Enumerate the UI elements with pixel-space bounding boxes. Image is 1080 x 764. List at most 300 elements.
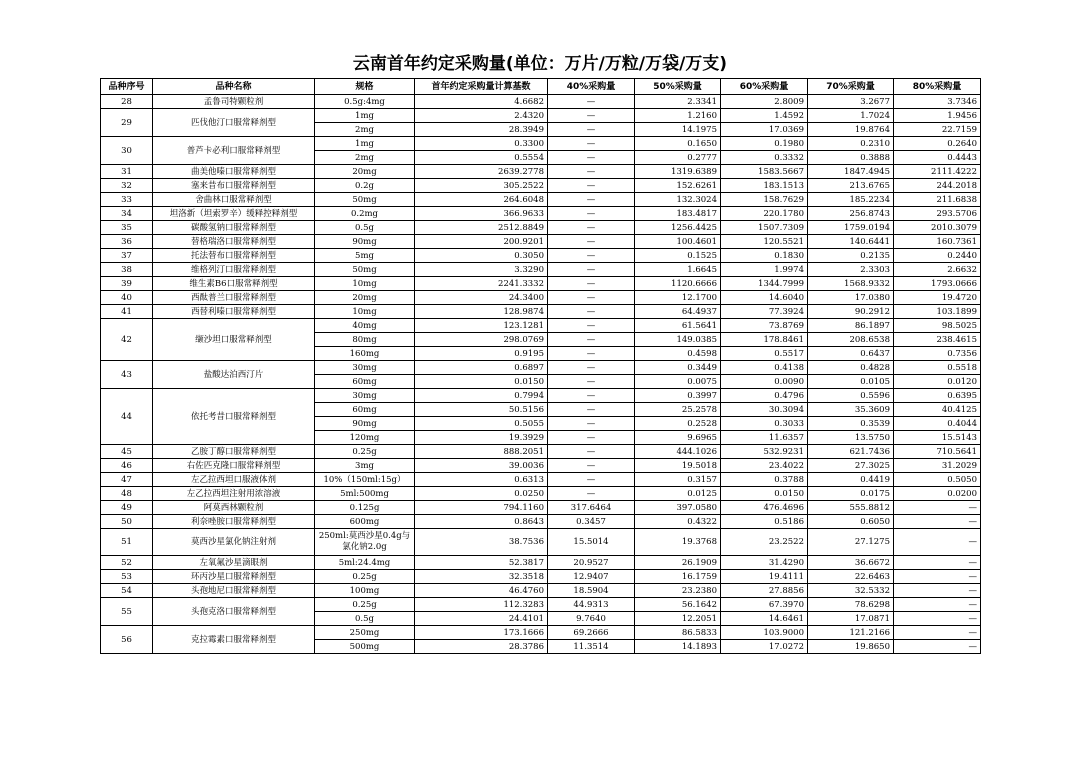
item-number: 38 <box>101 263 153 277</box>
pct70-cell: 0.4419 <box>808 473 894 487</box>
pct70-cell: 86.1897 <box>808 319 894 333</box>
spec-cell: 20mg <box>315 291 415 305</box>
base-amount-cell: 0.0150 <box>415 375 548 389</box>
pct70-cell: 1847.4945 <box>808 165 894 179</box>
table-row <box>101 598 981 612</box>
item-name: 西酞普兰口服常释剂型 <box>153 291 315 305</box>
pct60-cell: 103.9000 <box>721 626 808 640</box>
spec-cell: 30mg <box>315 389 415 403</box>
pct60-cell: 19.4111 <box>721 570 808 584</box>
pct40-cell: — <box>548 193 635 207</box>
pct60-cell: 158.7629 <box>721 193 808 207</box>
table-row <box>101 389 981 403</box>
table-row <box>101 249 981 263</box>
header-cell: 品种名称 <box>153 79 315 95</box>
spec-cell: 10mg <box>315 305 415 319</box>
base-amount-cell: 298.0769 <box>415 333 548 347</box>
header-cell: 品种序号 <box>101 79 153 95</box>
pct80-cell: 238.4615 <box>894 333 981 347</box>
table-row <box>101 487 981 501</box>
pct80-cell: 0.2640 <box>894 137 981 151</box>
pct60-cell: 1507.7309 <box>721 221 808 235</box>
pct40-cell: — <box>548 319 635 333</box>
item-name: 盐酸达泊西汀片 <box>153 361 315 389</box>
table-row <box>101 626 981 640</box>
pct70-cell: 27.3025 <box>808 459 894 473</box>
pct40-cell: — <box>548 221 635 235</box>
pct40-cell: — <box>548 137 635 151</box>
base-amount-cell: 0.6897 <box>415 361 548 375</box>
spec-cell: 5mg <box>315 249 415 263</box>
table-row <box>101 207 981 221</box>
item-number: 47 <box>101 473 153 487</box>
item-name: 克拉霉素口服常释剂型 <box>153 626 315 654</box>
pct70-cell: 19.8650 <box>808 640 894 654</box>
pct70-cell: 0.5596 <box>808 389 894 403</box>
pct60-cell: 120.5521 <box>721 235 808 249</box>
pct60-cell: 27.8856 <box>721 584 808 598</box>
pct40-cell: — <box>548 375 635 389</box>
spec-cell: 0.125g <box>315 501 415 515</box>
item-name: 右佐匹克隆口服常释剂型 <box>153 459 315 473</box>
base-amount-cell: 28.3949 <box>415 123 548 137</box>
pct70-cell: 0.6437 <box>808 347 894 361</box>
pct40-cell: — <box>548 179 635 193</box>
pct60-cell: 11.6357 <box>721 431 808 445</box>
pct60-cell: 1344.7999 <box>721 277 808 291</box>
spec-cell: 0.25g <box>315 598 415 612</box>
pct80-cell: — <box>894 529 981 556</box>
item-name: 塞来昔布口服常释剂型 <box>153 179 315 193</box>
item-name: 托法替布口服常释剂型 <box>153 249 315 263</box>
item-number: 44 <box>101 389 153 445</box>
pct70-cell: 90.2912 <box>808 305 894 319</box>
base-amount-cell: 0.0250 <box>415 487 548 501</box>
base-amount-cell: 2.4320 <box>415 109 548 123</box>
item-name: 乙胺丁醇口服常释剂型 <box>153 445 315 459</box>
pct80-cell: 1.9456 <box>894 109 981 123</box>
pct50-cell: 100.4601 <box>635 235 721 249</box>
pct80-cell: 710.5641 <box>894 445 981 459</box>
item-number: 39 <box>101 277 153 291</box>
pct70-cell: 0.3539 <box>808 417 894 431</box>
pct60-cell: 2.8009 <box>721 95 808 109</box>
pct70-cell: 121.2166 <box>808 626 894 640</box>
item-name: 舍曲林口服常释剂型 <box>153 193 315 207</box>
base-amount-cell: 19.3929 <box>415 431 548 445</box>
pct50-cell: 0.0075 <box>635 375 721 389</box>
pct70-cell: 19.8764 <box>808 123 894 137</box>
spec-cell: 600mg <box>315 515 415 529</box>
pct50-cell: 19.3768 <box>635 529 721 556</box>
spec-cell: 60mg <box>315 403 415 417</box>
item-name: 利奈唑胺口服常释剂型 <box>153 515 315 529</box>
pct70-cell: 1568.9332 <box>808 277 894 291</box>
base-amount-cell: 305.2522 <box>415 179 548 193</box>
table-row <box>101 473 981 487</box>
item-name: 左乙拉西坦口服液体剂 <box>153 473 315 487</box>
pct60-cell: 31.4290 <box>721 556 808 570</box>
pct60-cell: 73.8769 <box>721 319 808 333</box>
spec-cell: 120mg <box>315 431 415 445</box>
pct60-cell: 1583.5667 <box>721 165 808 179</box>
pct70-cell: 0.0175 <box>808 487 894 501</box>
item-name: 碳酸氢钠口服常释剂型 <box>153 221 315 235</box>
table-row <box>101 501 981 515</box>
pct70-cell: 213.6765 <box>808 179 894 193</box>
spec-cell: 40mg <box>315 319 415 333</box>
item-number: 31 <box>101 165 153 179</box>
pct50-cell: 14.1975 <box>635 123 721 137</box>
pct80-cell: — <box>894 515 981 529</box>
pct50-cell: 0.4598 <box>635 347 721 361</box>
pct40-cell: — <box>548 291 635 305</box>
base-amount-cell: 28.3786 <box>415 640 548 654</box>
pct50-cell: 152.6261 <box>635 179 721 193</box>
base-amount-cell: 50.5156 <box>415 403 548 417</box>
item-number: 42 <box>101 319 153 361</box>
pct70-cell: 78.6298 <box>808 598 894 612</box>
pct50-cell: 0.2777 <box>635 151 721 165</box>
pct70-cell: 140.6441 <box>808 235 894 249</box>
pct40-cell: — <box>548 109 635 123</box>
pct60-cell: 1.4592 <box>721 109 808 123</box>
pct70-cell: 185.2234 <box>808 193 894 207</box>
pct80-cell: 0.6395 <box>894 389 981 403</box>
pct60-cell: 0.3332 <box>721 151 808 165</box>
pct50-cell: 149.0385 <box>635 333 721 347</box>
pct60-cell: 17.0369 <box>721 123 808 137</box>
spec-cell: 250mg <box>315 626 415 640</box>
pct80-cell: — <box>894 626 981 640</box>
spec-cell: 0.25g <box>315 445 415 459</box>
pct80-cell: — <box>894 640 981 654</box>
pct60-cell: 0.1830 <box>721 249 808 263</box>
pct40-cell: — <box>548 207 635 221</box>
spec-cell: 0.2mg <box>315 207 415 221</box>
base-amount-cell: 2639.2778 <box>415 165 548 179</box>
pct50-cell: 1.6645 <box>635 263 721 277</box>
procurement-table <box>100 78 981 654</box>
base-amount-cell: 0.8643 <box>415 515 548 529</box>
pct70-cell: 1.7024 <box>808 109 894 123</box>
spec-cell: 0.5g:4mg <box>315 95 415 109</box>
spec-cell: 100mg <box>315 584 415 598</box>
pct60-cell: 532.9231 <box>721 445 808 459</box>
pct50-cell: 12.1700 <box>635 291 721 305</box>
pct40-cell: 18.5904 <box>548 584 635 598</box>
pct40-cell: — <box>548 389 635 403</box>
item-number: 28 <box>101 95 153 109</box>
spec-cell: 10mg <box>315 277 415 291</box>
table-row <box>101 584 981 598</box>
item-number: 41 <box>101 305 153 319</box>
item-name: 头孢地尼口服常释剂型 <box>153 584 315 598</box>
pct40-cell: 20.9527 <box>548 556 635 570</box>
pct50-cell: 132.3024 <box>635 193 721 207</box>
spec-cell: 5ml:24.4mg <box>315 556 415 570</box>
pct50-cell: 86.5833 <box>635 626 721 640</box>
pct50-cell: 1120.6666 <box>635 277 721 291</box>
pct80-cell: 2111.4222 <box>894 165 981 179</box>
item-name: 依托考昔口服常释剂型 <box>153 389 315 445</box>
spec-cell: 0.5g <box>315 221 415 235</box>
pct60-cell: 14.6461 <box>721 612 808 626</box>
pct70-cell: 17.0380 <box>808 291 894 305</box>
header-cell: 50%采购量 <box>635 79 721 95</box>
pct70-cell: 22.6463 <box>808 570 894 584</box>
pct80-cell: 0.0200 <box>894 487 981 501</box>
pct60-cell: 178.8461 <box>721 333 808 347</box>
item-name: 莫西沙星氯化钠注射剂 <box>153 529 315 556</box>
pct40-cell: — <box>548 417 635 431</box>
base-amount-cell: 128.9874 <box>415 305 548 319</box>
item-number: 45 <box>101 445 153 459</box>
pct80-cell: 2.6632 <box>894 263 981 277</box>
pct80-cell: — <box>894 501 981 515</box>
base-amount-cell: 0.9195 <box>415 347 548 361</box>
pct80-cell: 0.5518 <box>894 361 981 375</box>
pct50-cell: 397.0580 <box>635 501 721 515</box>
pct40-cell: — <box>548 249 635 263</box>
pct40-cell: — <box>548 123 635 137</box>
pct80-cell: 3.7346 <box>894 95 981 109</box>
pct60-cell: 14.6040 <box>721 291 808 305</box>
item-name: 头孢克洛口服常释剂型 <box>153 598 315 626</box>
spec-cell: 0.2g <box>315 179 415 193</box>
pct50-cell: 1.2160 <box>635 109 721 123</box>
table-row <box>101 570 981 584</box>
item-name: 维格列汀口服常释剂型 <box>153 263 315 277</box>
pct50-cell: 0.4322 <box>635 515 721 529</box>
pct40-cell: — <box>548 277 635 291</box>
pct50-cell: 0.3157 <box>635 473 721 487</box>
pct60-cell: 0.4138 <box>721 361 808 375</box>
spec-cell: 50mg <box>315 263 415 277</box>
item-number: 40 <box>101 291 153 305</box>
pct80-cell: 19.4720 <box>894 291 981 305</box>
pct40-cell: — <box>548 403 635 417</box>
pct80-cell: — <box>894 556 981 570</box>
pct40-cell: — <box>548 347 635 361</box>
base-amount-cell: 264.6048 <box>415 193 548 207</box>
header-cell: 60%采购量 <box>721 79 808 95</box>
pct40-cell: 317.6464 <box>548 501 635 515</box>
pct40-cell: 9.7640 <box>548 612 635 626</box>
table-row <box>101 515 981 529</box>
item-number: 36 <box>101 235 153 249</box>
item-name: 阿莫西林颗粒剂 <box>153 501 315 515</box>
pct80-cell: 31.2029 <box>894 459 981 473</box>
pct80-cell: 103.1899 <box>894 305 981 319</box>
item-name: 孟鲁司特颗粒剂 <box>153 95 315 109</box>
pct60-cell: 1.9974 <box>721 263 808 277</box>
header-cell: 规格 <box>315 79 415 95</box>
base-amount-cell: 0.5554 <box>415 151 548 165</box>
base-amount-cell: 112.3283 <box>415 598 548 612</box>
table-row <box>101 193 981 207</box>
pct50-cell: 19.5018 <box>635 459 721 473</box>
base-amount-cell: 123.1281 <box>415 319 548 333</box>
spec-cell: 250ml:莫西沙星0.4g与氯化钠2.0g <box>315 529 415 556</box>
spec-cell: 50mg <box>315 193 415 207</box>
pct50-cell: 0.1650 <box>635 137 721 151</box>
pct70-cell: 621.7436 <box>808 445 894 459</box>
pct40-cell: — <box>548 235 635 249</box>
base-amount-cell: 0.3300 <box>415 137 548 151</box>
base-amount-cell: 2241.3332 <box>415 277 548 291</box>
table-row <box>101 165 981 179</box>
header-row <box>101 79 981 95</box>
base-amount-cell: 39.0036 <box>415 459 548 473</box>
pct40-cell: 11.3514 <box>548 640 635 654</box>
pct80-cell: 1793.0666 <box>894 277 981 291</box>
spec-cell: 90mg <box>315 417 415 431</box>
spec-cell: 5ml:500mg <box>315 487 415 501</box>
item-number: 56 <box>101 626 153 654</box>
pct70-cell: 0.3888 <box>808 151 894 165</box>
item-number: 48 <box>101 487 153 501</box>
pct80-cell: 0.2440 <box>894 249 981 263</box>
base-amount-cell: 0.6313 <box>415 473 548 487</box>
pct80-cell: — <box>894 570 981 584</box>
item-number: 53 <box>101 570 153 584</box>
header-cell: 80%采购量 <box>894 79 981 95</box>
pct60-cell: 0.5517 <box>721 347 808 361</box>
pct50-cell: 444.1026 <box>635 445 721 459</box>
pct40-cell: — <box>548 473 635 487</box>
item-name: 普芦卡必利口服常释剂型 <box>153 137 315 165</box>
pct80-cell: 15.5143 <box>894 431 981 445</box>
pct70-cell: 2.3303 <box>808 263 894 277</box>
pct40-cell: — <box>548 445 635 459</box>
table-row <box>101 221 981 235</box>
table-row <box>101 556 981 570</box>
table-row <box>101 137 981 151</box>
spec-cell: 60mg <box>315 375 415 389</box>
item-number: 33 <box>101 193 153 207</box>
item-number: 43 <box>101 361 153 389</box>
base-amount-cell: 46.4760 <box>415 584 548 598</box>
base-amount-cell: 4.6682 <box>415 95 548 109</box>
pct60-cell: 183.1513 <box>721 179 808 193</box>
header-cell: 40%采购量 <box>548 79 635 95</box>
pct50-cell: 23.2380 <box>635 584 721 598</box>
pct50-cell: 12.2051 <box>635 612 721 626</box>
pct60-cell: 0.1980 <box>721 137 808 151</box>
pct40-cell: — <box>548 263 635 277</box>
header-cell: 首年约定采购量计算基数 <box>415 79 548 95</box>
pct60-cell: 67.3970 <box>721 598 808 612</box>
pct50-cell: 26.1909 <box>635 556 721 570</box>
pct70-cell: 36.6672 <box>808 556 894 570</box>
pct60-cell: 0.3033 <box>721 417 808 431</box>
pct80-cell: 244.2018 <box>894 179 981 193</box>
pct50-cell: 56.1642 <box>635 598 721 612</box>
item-number: 51 <box>101 529 153 556</box>
pct70-cell: 0.6050 <box>808 515 894 529</box>
item-name: 坦洛新（坦索罗辛）缓释控释剂型 <box>153 207 315 221</box>
pct70-cell: 1759.0194 <box>808 221 894 235</box>
item-name: 曲美他嗪口服常释剂型 <box>153 165 315 179</box>
pct80-cell: 2010.3079 <box>894 221 981 235</box>
item-number: 34 <box>101 207 153 221</box>
pct60-cell: 0.5186 <box>721 515 808 529</box>
base-amount-cell: 794.1160 <box>415 501 548 515</box>
pct70-cell: 17.0871 <box>808 612 894 626</box>
spec-cell: 1mg <box>315 109 415 123</box>
item-number: 32 <box>101 179 153 193</box>
pct80-cell: — <box>894 598 981 612</box>
item-name: 维生素B6口服常释剂型 <box>153 277 315 291</box>
table-row <box>101 361 981 375</box>
pct50-cell: 9.6965 <box>635 431 721 445</box>
table-row <box>101 277 981 291</box>
base-amount-cell: 173.1666 <box>415 626 548 640</box>
item-number: 54 <box>101 584 153 598</box>
page-title: 云南首年约定采购量(单位：万片/万粒/万袋/万支) <box>352 54 728 74</box>
spec-cell: 80mg <box>315 333 415 347</box>
pct60-cell: 23.2522 <box>721 529 808 556</box>
table-row <box>101 263 981 277</box>
item-number: 46 <box>101 459 153 473</box>
pct40-cell: 69.2666 <box>548 626 635 640</box>
pct40-cell: 44.9313 <box>548 598 635 612</box>
pct50-cell: 0.3997 <box>635 389 721 403</box>
pct40-cell: — <box>548 487 635 501</box>
spec-cell: 2mg <box>315 151 415 165</box>
table-row <box>101 95 981 109</box>
table-row <box>101 529 981 556</box>
pct50-cell: 0.2528 <box>635 417 721 431</box>
pct80-cell: — <box>894 612 981 626</box>
spec-cell: 3mg <box>315 459 415 473</box>
base-amount-cell: 24.4101 <box>415 612 548 626</box>
pct60-cell: 23.4022 <box>721 459 808 473</box>
pct80-cell: 0.4044 <box>894 417 981 431</box>
pct80-cell: — <box>894 584 981 598</box>
pct60-cell: 0.0090 <box>721 375 808 389</box>
pct40-cell: 15.5014 <box>548 529 635 556</box>
base-amount-cell: 888.2051 <box>415 445 548 459</box>
pct80-cell: 160.7361 <box>894 235 981 249</box>
table-row <box>101 109 981 123</box>
pct70-cell: 555.8812 <box>808 501 894 515</box>
pct40-cell: — <box>548 333 635 347</box>
spec-cell: 1mg <box>315 137 415 151</box>
pct70-cell: 32.5332 <box>808 584 894 598</box>
base-amount-cell: 24.3400 <box>415 291 548 305</box>
pct80-cell: 0.0120 <box>894 375 981 389</box>
item-name: 替格瑞洛口服常释剂型 <box>153 235 315 249</box>
item-number: 29 <box>101 109 153 137</box>
pct60-cell: 220.1780 <box>721 207 808 221</box>
pct70-cell: 13.5750 <box>808 431 894 445</box>
pct60-cell: 17.0272 <box>721 640 808 654</box>
table-row <box>101 319 981 333</box>
pct50-cell: 183.4817 <box>635 207 721 221</box>
pct40-cell: — <box>548 95 635 109</box>
spec-cell: 10%（150ml:15g） <box>315 473 415 487</box>
base-amount-cell: 32.3518 <box>415 570 548 584</box>
pct80-cell: 22.7159 <box>894 123 981 137</box>
pct40-cell: — <box>548 305 635 319</box>
table-row <box>101 445 981 459</box>
header-cell: 70%采购量 <box>808 79 894 95</box>
pct70-cell: 0.2310 <box>808 137 894 151</box>
pct50-cell: 0.1525 <box>635 249 721 263</box>
pct40-cell: — <box>548 431 635 445</box>
